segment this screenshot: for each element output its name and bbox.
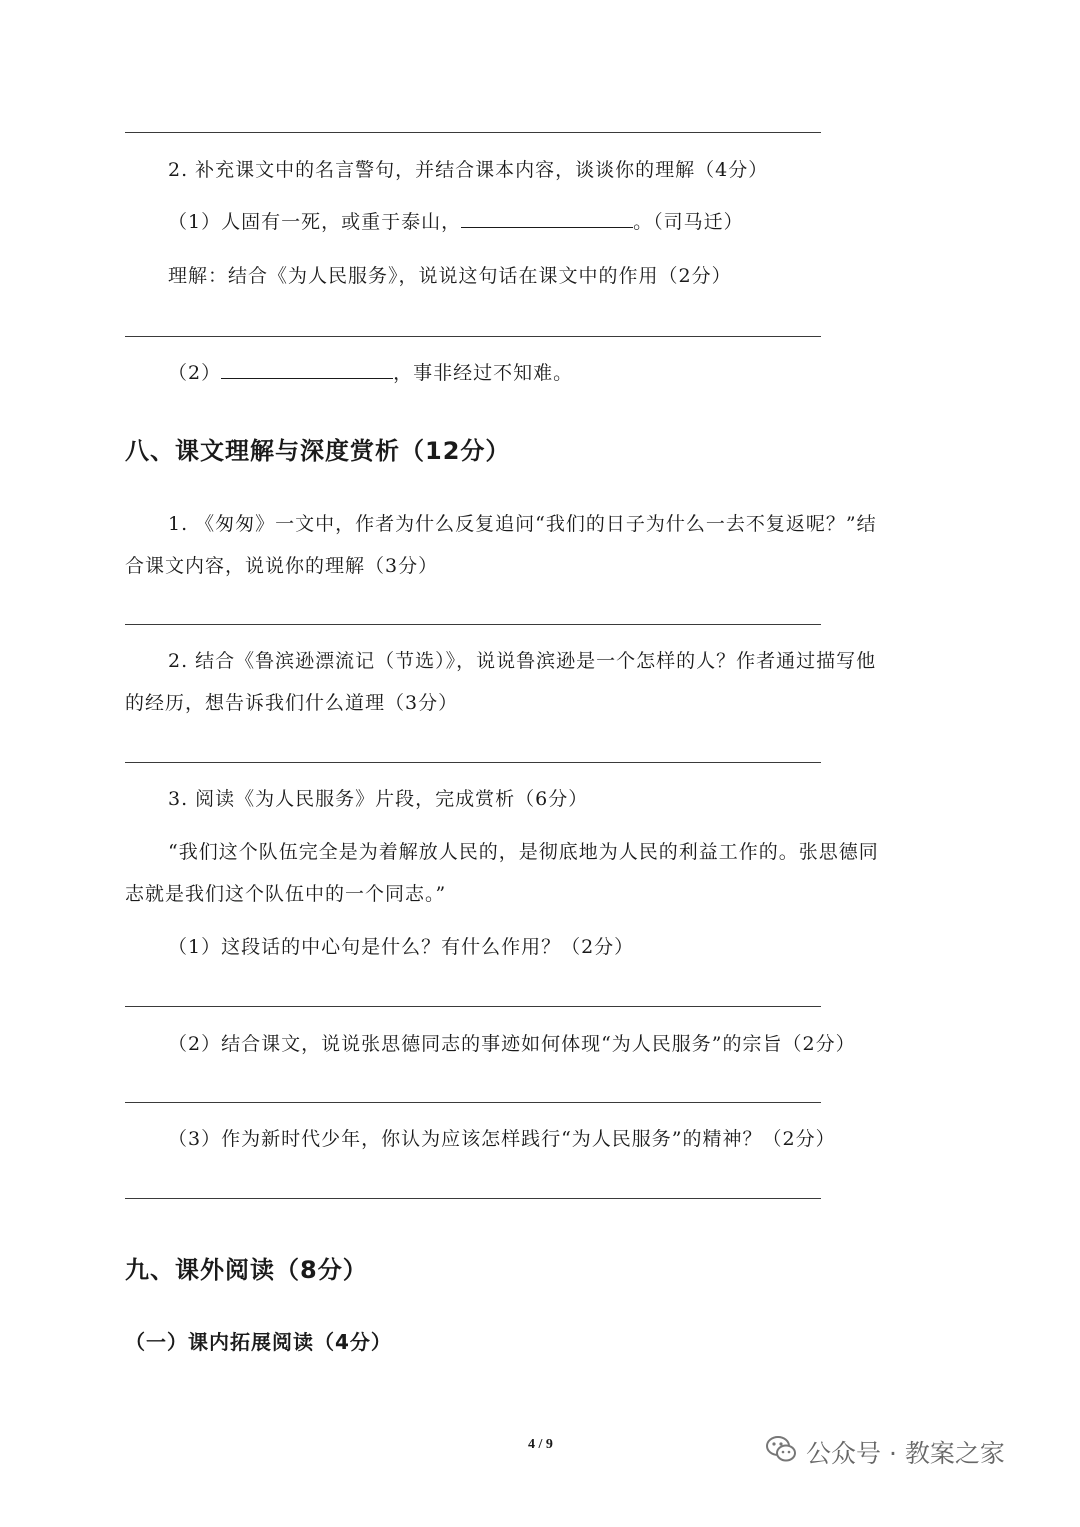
quote-line2: 志就是我们这个队伍中的一个同志。” xyxy=(125,883,447,905)
question-8-1-line1: 1. 《匆匆》一文中，作者为什么反复追问“我们的日子为什么一去不复返呢？”结 xyxy=(168,513,877,535)
question-7-2-understanding: 理解：结合《为人民服务》，说说这句话在课文中的作用（2分） xyxy=(168,265,732,287)
fill-blank[interactable] xyxy=(221,362,393,379)
question-8-3-1: （1）这段话的中心句是什么？有什么作用？（2分） xyxy=(168,936,635,958)
question-7-2: 2. 补充课文中的名言警句，并结合课本内容，谈谈你的理解（4分） xyxy=(168,159,769,181)
question-8-3-2: （2）结合课文，说说张思德同志的事迹如何体现“为人民服务”的宗旨（2分） xyxy=(168,1033,856,1055)
answer-line xyxy=(125,1102,821,1103)
quote-line1: “我们这个队伍完全是为着解放人民的，是彻底地为人民的利益工作的。张思德同 xyxy=(168,841,879,863)
fill-blank[interactable] xyxy=(461,211,633,228)
question-8-2-line2: 的经历，想告诉我们什么道理（3分） xyxy=(125,692,459,714)
answer-line xyxy=(125,762,821,763)
subsection-heading: （一）课内拓展阅读（4分） xyxy=(125,1330,392,1354)
answer-line xyxy=(125,1006,821,1007)
watermark-text: 公众号 · 教案之家 xyxy=(806,1439,1005,1468)
watermark xyxy=(764,1432,1005,1472)
section-8-heading: 八、课文理解与深度赏析（12分） xyxy=(125,437,511,465)
question-text: （2） xyxy=(168,362,222,384)
question-8-3: 3. 阅读《为人民服务》片段，完成赏析（6分） xyxy=(168,788,589,810)
answer-line xyxy=(125,624,821,625)
question-7-2-2 xyxy=(168,358,573,385)
question-8-2-line1: 2. 结合《鲁滨逊漂流记（节选）》，说说鲁滨逊是一个怎样的人？作者通过描写他 xyxy=(168,650,877,672)
question-text: （1）人固有一死，或重于泰山， xyxy=(168,211,462,233)
question-8-3-3: （3）作为新时代少年，你认为应该怎样践行“为人民服务”的精神？（2分） xyxy=(168,1128,836,1150)
page-number: 4 / 9 xyxy=(528,1437,553,1452)
answer-line xyxy=(125,1198,821,1199)
question-text: 。（司马迁） xyxy=(633,211,744,233)
question-8-1-line2: 合课文内容，说说你的理解（3分） xyxy=(125,555,439,577)
section-9-heading: 九、课外阅读（8分） xyxy=(125,1256,368,1284)
question-7-2-1 xyxy=(168,207,744,234)
answer-line xyxy=(125,336,821,337)
wechat-icon xyxy=(764,1432,798,1472)
answer-line xyxy=(125,132,821,133)
question-text: ，事非经过不知难。 xyxy=(393,362,574,384)
